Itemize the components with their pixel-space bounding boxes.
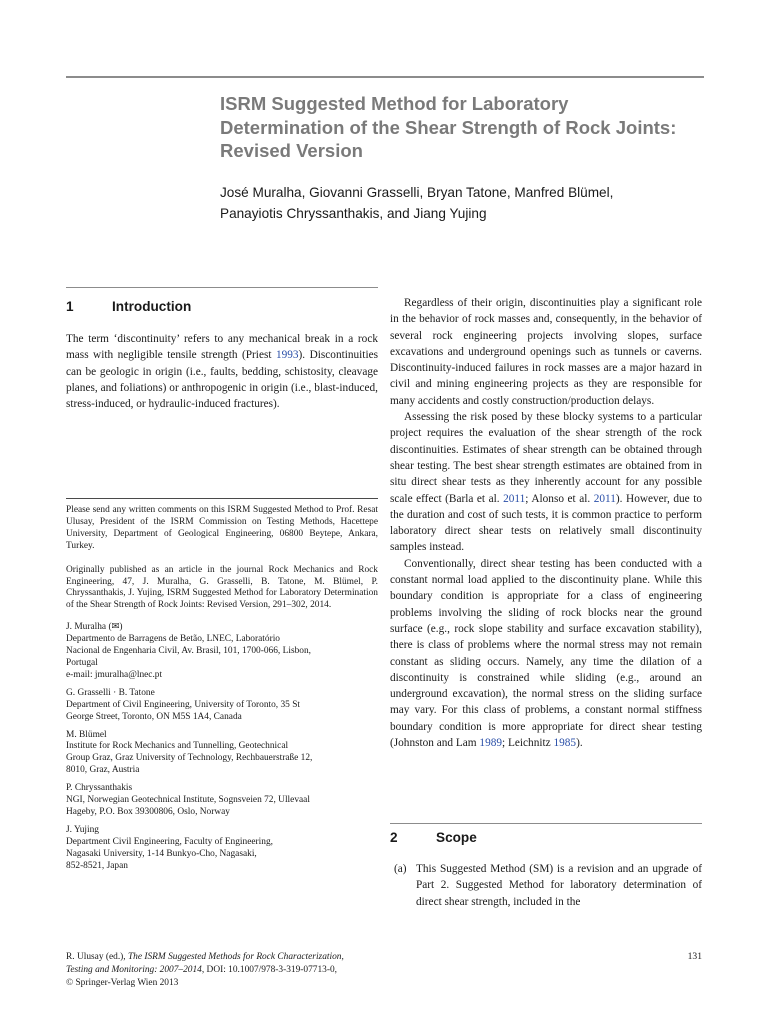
- footer-line-1: [66, 951, 526, 964]
- affiliation-author: G. Grasselli · B. Tatone: [66, 687, 155, 698]
- top-rule: [66, 76, 704, 78]
- affiliation-line: e-mail: jmuralha@lnec.pt: [66, 669, 163, 680]
- section-number: 2: [390, 830, 398, 845]
- affiliation-line: George Street, Toronto, ON M5S 1A4, Canada: [66, 711, 242, 722]
- citation-link[interactable]: 1985: [553, 737, 577, 750]
- text-run: ). Discontinuities can be geologic in origin (i.e., faults, bedding, schistosity, cleavage planes, and foliations) or anthropogenic in origin (i.e., blast-induced, stress-induced, or hydraulic-induced fractures).: [66, 349, 378, 411]
- affiliations: [66, 622, 378, 872]
- item-label: (a): [394, 863, 407, 875]
- paragraph-conventional: [390, 556, 702, 752]
- affiliation-line: Department of Civil Engineering, University of Toronto, 35 St: [66, 699, 301, 710]
- affiliation-author: J. Muralha (✉): [66, 622, 123, 633]
- affiliation-block: [66, 688, 378, 724]
- scope-heading: [390, 830, 702, 845]
- text-run: ; Leichnitz: [502, 737, 554, 750]
- introduction-heading: [66, 299, 378, 314]
- citation-link[interactable]: 1993: [275, 349, 299, 362]
- section-number: 1: [66, 299, 74, 314]
- section-rule: [66, 287, 378, 288]
- right-column: [390, 295, 702, 751]
- affiliation-block: [66, 825, 378, 873]
- scope-section: [390, 823, 702, 910]
- text-run: R. Ulusay (ed.),: [66, 952, 128, 962]
- paragraph-discontinuities: Regardless of their origin, discontinuities play a significant role in the behavior of rock masses and, consequently, in the behavior of several rock engineering projects involving slopes, surface excavations and underground openings such as tunnels or caverns. Discontinuity-induced failures in rock masses are a major hazard in civil and mining engineering projects as they are responsible for many accidents and costly construction/production delays.: [390, 297, 702, 407]
- affiliation-line: Nacional de Engenharia Civil, Av. Brasil, 101, 1700-066, Lisbon,: [66, 646, 312, 657]
- page-footer: [66, 951, 526, 990]
- text-run: ; Alonso et al.: [525, 492, 594, 505]
- section-rule: [390, 823, 702, 824]
- article-title: ISRM Suggested Method for Laboratory Determination of the Shear Strength of Rock Joints: Revised Version: [220, 93, 677, 161]
- authors-line-2: Panayiotis Chryssanthakis, and Jiang Yujing: [220, 206, 487, 221]
- affiliation-block: [66, 622, 378, 682]
- footer-line-3: © Springer-Verlag Wien 2013: [66, 978, 179, 988]
- text-run: ). However, due to the duration and cost of such tests, it is common practice to perform laboratory direct shear tests on relatively small discontinuity samples instead.: [390, 492, 702, 554]
- text-run: The term ‘discontinuity’ refers to any mechanical break in a rock mass with negligible tensile strength (Priest: [66, 333, 378, 362]
- affiliation-line: Departmento de Barragens de Betão, LNEC, Laboratório: [66, 634, 280, 645]
- footer-line-2: [66, 964, 526, 977]
- affiliation-line: Nagasaki University, 1-14 Bunkyo-Cho, Nagasaki,: [66, 848, 257, 859]
- author-list: [220, 182, 700, 224]
- affiliation-author: P. Chryssanthakis: [66, 783, 133, 794]
- citation-link[interactable]: 1989: [479, 737, 503, 750]
- paragraph-risk: [390, 409, 702, 556]
- text-run: Conventionally, direct shear testing has been conducted with a constant normal load applied to the discontinuity plane. While this boundary condition is appropriate for a class of engineering problems involving the sliding of rock blocks near the ground surface (e.g., rock slope stability and surface excavation stability), there is class of problems where the normal stress may not remain constant as sliding occurs. Namely, any time the dilation of a discontinuity is constrained while sliding (e.g., around an underground excavation), the normal stress on the sliding surface may vary. For this class of problems, a constant normal stiffness boundary condition is more appropriate for direct shear testing (Johnston and Lam: [390, 557, 702, 750]
- affiliation-author: J. Yujing: [66, 824, 99, 835]
- citation-link[interactable]: 2011: [503, 492, 526, 505]
- citation-link[interactable]: 2011: [593, 492, 616, 505]
- affiliation-block: [66, 730, 378, 778]
- affiliation-line: Portugal: [66, 657, 98, 668]
- introduction-paragraph: [66, 331, 378, 412]
- item-text: This Suggested Method (SM) is a revision and an upgrade of Part 2. Suggested Method for laboratory determination of direct shear strength, included in the: [416, 863, 702, 908]
- book-title: Testing and Monitoring: 2007–2014: [66, 965, 202, 975]
- footnotes: [66, 498, 378, 878]
- comments-note: Please send any written comments on this ISRM Suggested Method to Prof. Resat Ulusay, President of the ISRM Commission on Testing Methods, Hacettepe University, Department of Geological Engineering, 06800 Beytepe, Ankara, Turkey.: [66, 505, 378, 551]
- affiliation-line: 852-8521, Japan: [66, 860, 128, 871]
- text-run: ).: [576, 737, 583, 750]
- scope-item: [390, 861, 702, 910]
- footnote-rule: [66, 498, 378, 499]
- affiliation-line: NGI, Norwegian Geotechnical Institute, Sognsveien 72, Ullevaal: [66, 795, 310, 806]
- section-title: Introduction: [112, 299, 192, 314]
- affiliation-line: 8010, Graz, Austria: [66, 765, 140, 776]
- page-number: 131: [687, 951, 702, 962]
- affiliation-line: Hageby, P.O. Box 39300806, Oslo, Norway: [66, 806, 230, 817]
- affiliation-line: Department Civil Engineering, Faculty of Engineering,: [66, 836, 273, 847]
- affiliation-line: Group Graz, Graz University of Technology, Rechbauerstraße 12,: [66, 753, 313, 764]
- introduction-section: [66, 287, 378, 412]
- affiliation-line: Institute for Rock Mechanics and Tunnelling, Geotechnical: [66, 741, 289, 752]
- doi: , DOI: 10.1007/978-3-319-07713-0,: [201, 965, 338, 975]
- affiliation-block: [66, 783, 378, 819]
- affiliation-author: M. Blümel: [66, 729, 107, 740]
- section-title: Scope: [436, 830, 477, 845]
- original-publication-note: Originally published as an article in the journal Rock Mechanics and Rock Engineering, 47, J. Muralha, G. Grasselli, B. Tatone, M. Blümel, P. Chryssanthakis, J. Yujing, ISRM Suggested Method for Laboratory Determination of the Shear Strength of Rock Joints: Revised Version, 291–302, 2014.: [66, 564, 378, 611]
- text-run: Assessing the risk posed by these blocky systems to a particular project requires the evaluation of the shear strength of the rock discontinuities. Estimates of shear strength can be obtained through shear testing. The best shear strength estimates are obtained from in situ direct shear tests as they inherently account for any possible scale effect (Barla et al.: [390, 411, 702, 505]
- book-title: The ISRM Suggested Methods for Rock Characterization,: [127, 952, 344, 962]
- authors-line-1: José Muralha, Giovanni Grasselli, Bryan Tatone, Manfred Blümel,: [220, 185, 614, 200]
